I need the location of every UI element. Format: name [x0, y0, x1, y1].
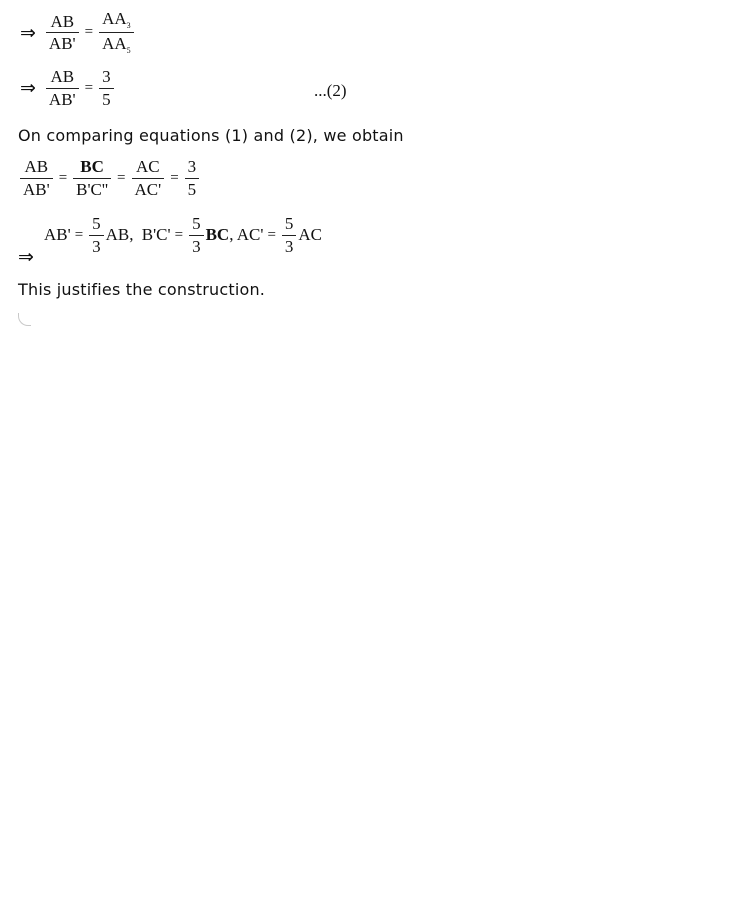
fraction-bc-over-bc-prime — [73, 158, 111, 199]
numerator: 3 — [187, 157, 197, 176]
equals-sign: = — [74, 226, 84, 243]
equals-sign: = — [58, 169, 68, 186]
term-ac-prime: , AC' — [229, 225, 264, 245]
denominator: 5 — [185, 178, 200, 199]
equation-reference: ...(2) — [314, 81, 347, 100]
denominator: 3 — [189, 235, 204, 256]
equation-line-1 — [20, 10, 136, 56]
term-ab: AB, — [105, 225, 138, 245]
equation-line-3 — [18, 158, 201, 199]
numerator: AB — [50, 11, 75, 31]
equals-sign: = — [84, 79, 94, 96]
term-ab-prime: AB' — [44, 225, 71, 245]
fraction-ab-over-ab-prime — [46, 68, 79, 109]
loading-arc-icon — [18, 313, 31, 326]
fraction-aa3-over-aa5 — [99, 10, 134, 56]
fraction-ac-over-ac-prime — [132, 158, 165, 199]
denominator: B'C'' — [73, 178, 111, 199]
denominator: 5 — [99, 88, 114, 109]
equals-sign: = — [84, 24, 94, 41]
implies-arrow: ⇒ — [20, 77, 36, 100]
fraction-3-over-5 — [185, 158, 200, 199]
numerator: 5 — [92, 214, 101, 233]
denominator — [99, 32, 134, 55]
denominator: 3 — [89, 235, 104, 256]
equation-line-2 — [20, 68, 116, 109]
denominator: 3 — [282, 235, 297, 256]
numerator: AC — [136, 157, 160, 176]
numerator: 5 — [284, 214, 294, 233]
implies-arrow: ⇒ — [20, 21, 36, 44]
equals-sign: = — [267, 226, 276, 243]
denominator: AB' — [20, 178, 53, 199]
numerator-base: AA — [102, 9, 127, 28]
equals-sign: = — [174, 226, 184, 243]
denominator: AB' — [46, 32, 79, 53]
fraction-5-over-3 — [282, 215, 297, 256]
fraction-5-over-3 — [89, 215, 104, 256]
denominator-subscript: 5 — [126, 46, 131, 56]
numerator: 5 — [192, 214, 201, 233]
denominator: AB' — [46, 88, 79, 109]
numerator: AB — [24, 157, 49, 176]
equals-sign: = — [170, 169, 179, 186]
numerator — [99, 10, 134, 32]
fraction-ab-over-ab-prime — [20, 158, 53, 199]
implies-arrow: ⇒ — [18, 246, 34, 268]
comparison-text: On comparing equations (1) and (2), we obtain — [18, 126, 404, 145]
equation-line-4 — [44, 215, 322, 256]
denominator-base: AA — [102, 34, 127, 54]
numerator: BC — [80, 157, 104, 176]
equals-sign: = — [117, 169, 126, 186]
term-bc: BC — [205, 225, 230, 245]
numerator: 3 — [102, 67, 111, 86]
term-bc-prime: B'C' — [141, 225, 171, 245]
denominator: AC' — [132, 178, 165, 199]
fraction-ab-over-ab-prime — [46, 13, 79, 54]
conclusion-text: This justifies the construction. — [18, 280, 266, 299]
numerator: AB — [50, 67, 75, 86]
fraction-5-over-3 — [189, 215, 204, 256]
term-ac: AC — [298, 225, 323, 245]
numerator-subscript: 3 — [126, 21, 131, 30]
fraction-3-over-5 — [99, 68, 114, 109]
